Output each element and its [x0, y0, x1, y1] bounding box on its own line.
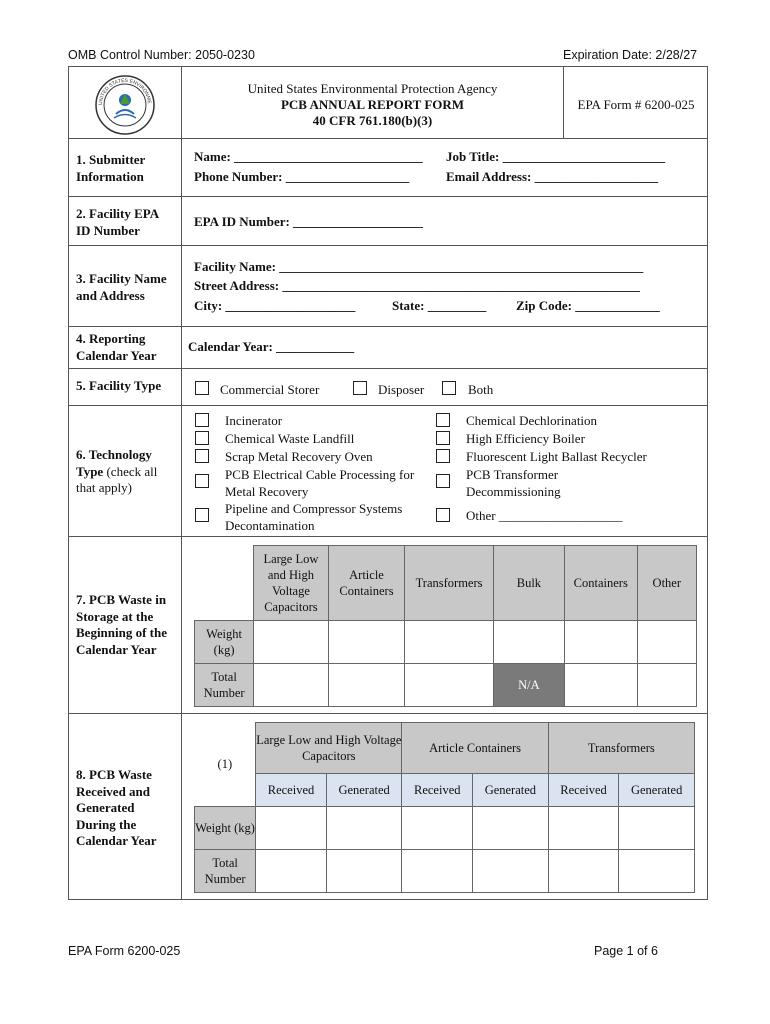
row-total-number: Total Number: [195, 664, 254, 707]
form-number: EPA Form # 6200-025: [577, 97, 695, 112]
footer-form-number: EPA Form 6200-025: [68, 944, 181, 958]
cell-input[interactable]: [548, 807, 619, 850]
form-title: PCB ANNUAL REPORT FORM: [280, 97, 465, 112]
section-6-note: (check all that apply): [76, 463, 158, 495]
phone-field[interactable]: Phone Number: ___________________: [194, 169, 410, 184]
row-weight: Weight (kg): [195, 807, 256, 850]
omb-control-number: OMB Control Number: 2050-0230: [68, 48, 255, 62]
footer-page-number: Page 1 of 6: [594, 944, 658, 958]
cell-input[interactable]: [405, 621, 494, 664]
row-weight: Weight (kg): [195, 621, 254, 664]
state-field[interactable]: State: _________: [392, 298, 487, 313]
storage-table: [194, 545, 697, 707]
col-bulk: Bulk: [493, 546, 564, 621]
sub-received: Received: [548, 774, 619, 807]
tech-high-efficiency-boiler: High Efficiency Boiler: [466, 431, 585, 446]
checkbox-commercial-storer[interactable]: [195, 381, 209, 395]
cell-input[interactable]: [402, 850, 473, 893]
checkbox-chemical-waste-landfill[interactable]: [195, 431, 209, 445]
checkbox-chemical-dechlorination[interactable]: [436, 413, 450, 427]
job-title-field[interactable]: Job Title: _________________________: [446, 149, 666, 164]
cell-input[interactable]: [326, 807, 402, 850]
checkbox-transformer-decommissioning[interactable]: [436, 474, 450, 488]
cell-input[interactable]: [637, 664, 696, 707]
section-2-label: 2. Facility EPA ID Number: [76, 206, 159, 238]
sub-received: Received: [256, 774, 327, 807]
cell-input[interactable]: [619, 807, 695, 850]
tech-other-field[interactable]: Other ___________________: [466, 508, 623, 523]
street-address-field[interactable]: Street Address: _______________________________________________________: [194, 278, 640, 293]
section-7-label: 7. PCB Waste in Storage at the Beginning of the Calendar Year: [76, 592, 168, 657]
tech-chemical-dechlorination: Chemical Dechlorination: [466, 413, 598, 428]
section-6-title: 6. Technology Type: [76, 447, 152, 479]
checkbox-cable-processing[interactable]: [195, 474, 209, 488]
sub-generated: Generated: [619, 774, 695, 807]
col-capacitors: Large Low and High Voltage Capacitors: [254, 546, 329, 621]
col-article-containers: Article Containers: [328, 546, 405, 621]
epa-seal-logo: [94, 74, 156, 136]
cell-input[interactable]: [564, 664, 637, 707]
tech-incinerator: Incinerator: [225, 413, 283, 428]
tech-chemical-waste-landfill: Chemical Waste Landfill: [225, 431, 355, 446]
tech-scrap-metal-oven: Scrap Metal Recovery Oven: [225, 449, 373, 464]
section-3-label: 3. Facility Name and Address: [76, 271, 167, 303]
option-both: Both: [468, 382, 494, 397]
city-field[interactable]: City: ____________________: [194, 298, 356, 313]
name-field[interactable]: Name: _____________________________: [194, 149, 423, 164]
cell-input[interactable]: [548, 850, 619, 893]
group-article-containers: Article Containers: [402, 723, 548, 774]
col-other: Other: [637, 546, 696, 621]
cell-input[interactable]: [619, 850, 695, 893]
email-field[interactable]: Email Address: ___________________: [446, 169, 659, 184]
cell-input[interactable]: [473, 850, 549, 893]
cell-input[interactable]: [493, 621, 564, 664]
calendar-year-field[interactable]: Calendar Year: ____________: [188, 339, 355, 354]
cell-input[interactable]: [254, 621, 329, 664]
tech-ballast-recycler: Fluorescent Light Ballast Recycler: [466, 449, 647, 464]
checkbox-disposer[interactable]: [353, 381, 367, 395]
seal-text: UNITED STATES ENVIRONME: [97, 77, 153, 106]
na-cell: N/A: [493, 664, 564, 707]
cell-input[interactable]: [405, 664, 494, 707]
epa-id-field[interactable]: EPA ID Number: ____________________: [194, 214, 424, 229]
facility-name-field[interactable]: Facility Name: ________________________________________________________: [194, 259, 644, 274]
cell-input[interactable]: [256, 850, 327, 893]
tech-transformer-decommissioning: PCB Transformer Decommissioning: [466, 467, 561, 499]
received-generated-table: [194, 722, 695, 893]
section-1-label: 1. Submitter Information: [76, 152, 146, 184]
checkbox-ballast-recycler[interactable]: [436, 449, 450, 463]
cell-input[interactable]: [326, 850, 402, 893]
cfr-citation: 40 CFR 761.180(b)(3): [312, 113, 433, 128]
col-containers: Containers: [564, 546, 637, 621]
tech-pipeline-decontamination: Pipeline and Compressor Systems Decontamination: [225, 501, 403, 533]
checkbox-both[interactable]: [442, 381, 456, 395]
group-capacitors: Large Low and High Voltage Capacitors: [256, 723, 402, 774]
section-4-label: 4. Reporting Calendar Year: [76, 331, 157, 363]
sub-received: Received: [402, 774, 473, 807]
cell-input[interactable]: [256, 807, 327, 850]
footnote-marker: (1): [217, 757, 233, 772]
checkbox-incinerator[interactable]: [195, 413, 209, 427]
cell-input[interactable]: [637, 621, 696, 664]
option-commercial-storer: Commercial Storer: [220, 382, 320, 397]
cell-input[interactable]: [328, 664, 405, 707]
zip-code-field[interactable]: Zip Code: _____________: [516, 298, 660, 313]
checkbox-high-efficiency-boiler[interactable]: [436, 431, 450, 445]
expiration-date: Expiration Date: 2/28/27: [563, 48, 698, 62]
row-total-number: Total Number: [195, 850, 256, 893]
sub-generated: Generated: [326, 774, 402, 807]
section-5-label: 5. Facility Type: [76, 378, 162, 393]
col-transformers: Transformers: [405, 546, 494, 621]
cell-input[interactable]: [564, 621, 637, 664]
cell-input[interactable]: [328, 621, 405, 664]
option-disposer: Disposer: [378, 382, 425, 397]
section-6-label: [76, 447, 176, 497]
cell-input[interactable]: [254, 664, 329, 707]
sub-generated: Generated: [473, 774, 549, 807]
section-8-label: 8. PCB Waste Received and Generated During the Calendar Year: [76, 767, 157, 848]
checkbox-pipeline-decontamination[interactable]: [195, 508, 209, 522]
checkbox-other[interactable]: [436, 508, 450, 522]
group-transformers: Transformers: [548, 723, 694, 774]
cell-input[interactable]: [473, 807, 549, 850]
checkbox-scrap-metal-oven[interactable]: [195, 449, 209, 463]
agency-name: United States Environmental Protection Agency: [247, 81, 498, 96]
cell-input[interactable]: [402, 807, 473, 850]
tech-cable-processing: PCB Electrical Cable Processing for Metal Recovery: [225, 467, 415, 499]
